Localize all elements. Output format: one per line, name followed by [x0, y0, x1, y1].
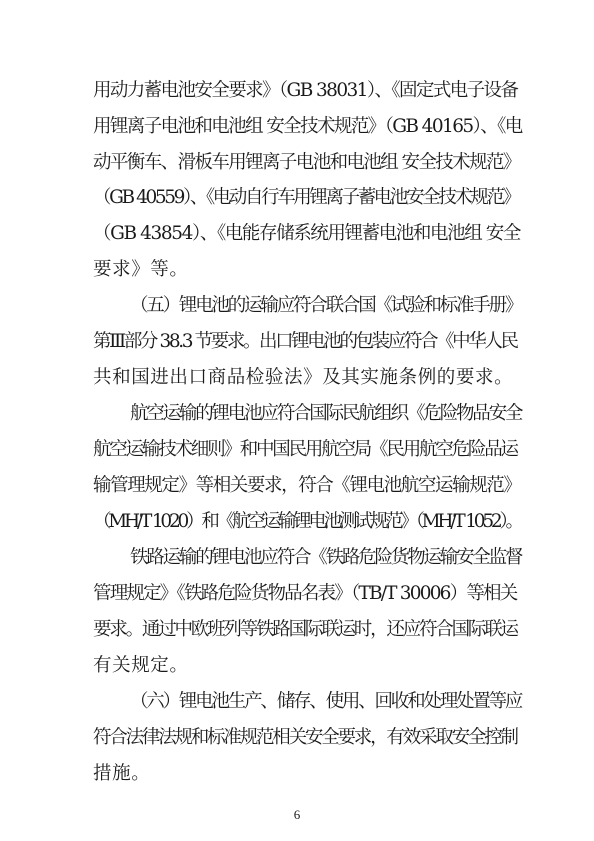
text-line: 动平衡车、滑板车用锂离子电池和电池组 安全技术规范》 [93, 152, 520, 173]
text-line: 第III部分 38.3 节要求。出口锂电池的包装应符合《中华人民 [93, 331, 517, 352]
page-number: 6 [293, 807, 301, 822]
text-line: 输管理规定》等相关要求，符合《锂电池航空运输规范》 [93, 475, 521, 496]
text-line: 要求。通过中欧班列等铁路国际联运时，还应符合国际联运 [93, 619, 517, 640]
text-line: （GB 40559）、《电动自行车用锂离子蓄电池安全技术规范》 [93, 187, 519, 208]
text-line: （六）锂电池生产、储存、使用、回收和处理处置等应 [130, 691, 522, 712]
text-line: 共和国进出口商品检验法》及其实施条例的要求。 [93, 367, 514, 388]
text-line: 航空运输的锂电池应符合国际民航组织《危险物品安全 [130, 403, 522, 424]
text-line: 航空运输技术细则》和中国民用航空局《民用航空危险品运 [93, 439, 517, 460]
text-line: （MH/T 1020）和《航空运输锂电池测试规范》（MH/T 1052）。 [93, 511, 521, 532]
text-line: 有关规定。 [93, 655, 189, 676]
text-line: （五）锂电池的运输应符合联合国《试验和标准手册》 [130, 295, 522, 316]
text-line: 要求》等。 [93, 259, 189, 280]
text-line: 符合法律法规和标准规范相关安全要求，有效采取安全控制 [93, 727, 517, 748]
text-line: 用锂离子电池和电池组 安全技术规范》（GB 40165）、《电 [93, 116, 522, 137]
text-line: （GB 43854）、《电能存储系统用锂蓄电池和电池组 安全 [93, 223, 520, 244]
text-line: 管理规定》《铁路危险货物品名表》（TB/T 30006）等相关 [93, 583, 517, 604]
text-line: 铁路运输的锂电池应符合《铁路危险货物运输安全监督 [130, 547, 522, 568]
text-line: 措施。 [93, 763, 151, 784]
text-line: 用动力蓄电池安全要求》（GB 38031）、《固定式电子设备 [93, 80, 518, 101]
